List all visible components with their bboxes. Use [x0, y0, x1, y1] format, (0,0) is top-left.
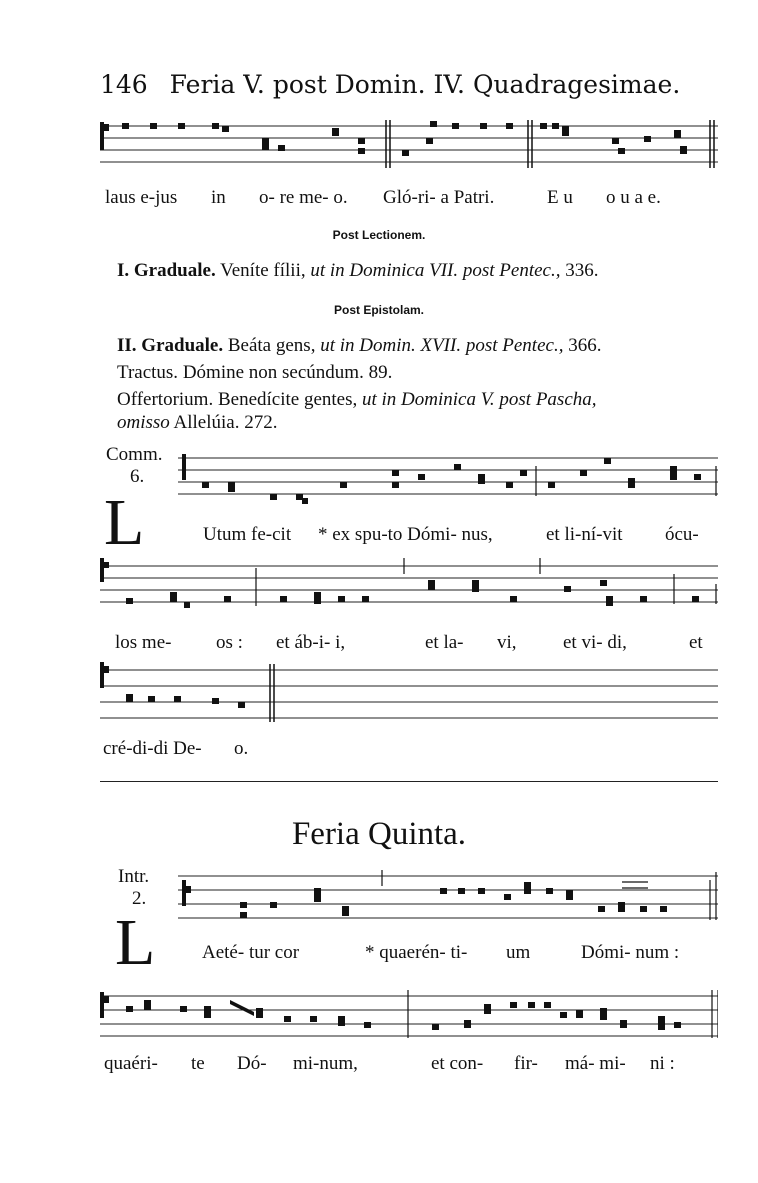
- communio-syllable: et la-: [425, 632, 464, 653]
- tractus-label: Tractus.: [117, 362, 179, 383]
- introitus-syllable: fir-: [514, 1053, 538, 1074]
- graduale-1-label: I. Graduale.: [117, 260, 216, 281]
- communio-syllable: os :: [216, 632, 243, 653]
- chant-staff-introitus-2: [100, 986, 718, 1048]
- communio-syllable: los me-: [115, 632, 172, 653]
- chant-staff-introitus-1: [178, 868, 718, 928]
- offertorium-ref: ut in Dominica V. post Pascha,: [362, 389, 597, 410]
- offertorium-line-2: [117, 412, 277, 434]
- page-header-title: Feria V. post Domin. IV. Quadragesimae.: [169, 70, 681, 99]
- graduale-2-label: II. Graduale.: [117, 335, 224, 356]
- chant1-syllable: o- re me- o.: [259, 187, 348, 208]
- chant-staff-communio-3: [100, 658, 718, 724]
- communio-label: Comm.: [106, 444, 163, 465]
- communio-syllable: vi,: [497, 632, 517, 653]
- introitus-initial: L: [115, 906, 156, 979]
- graduale-1-page: 336.: [565, 260, 599, 281]
- graduale-2-page: 366.: [568, 335, 602, 356]
- introitus-syllable: mi-num,: [293, 1053, 358, 1074]
- communio-initial: L: [104, 486, 145, 559]
- offertorium-text2: Allelúia.: [173, 412, 240, 433]
- graduale-1-text: Veníte fílii,: [220, 260, 306, 281]
- chant1-syllable: o u a e.: [606, 187, 661, 208]
- communio-mode: 6.: [130, 466, 145, 487]
- introitus-mode: 2.: [132, 888, 147, 909]
- offertorium-label: Offertorium.: [117, 389, 214, 410]
- communio-syllable: * ex spu-to Dómi- nus,: [318, 524, 493, 545]
- communio-syllable: cré-di-di De-: [103, 738, 202, 759]
- offertorium-text: Benedícite gentes,: [217, 389, 358, 410]
- introitus-label: Intr.: [118, 866, 150, 887]
- graduale-2-ref: ut in Domin. XVII. post Pentec.,: [320, 335, 564, 356]
- tractus-line: [117, 362, 392, 384]
- communio-syllable: et áb-i- i,: [276, 632, 346, 653]
- communio-syllable: ócu-: [665, 524, 699, 545]
- page-number: 146: [100, 70, 148, 99]
- chant1-syllable: Gló-ri- a Patri.: [383, 187, 495, 208]
- chant1-syllable: in: [211, 187, 226, 208]
- offertorium-line: [117, 389, 597, 411]
- graduale-2-line: [117, 335, 601, 357]
- section-title: Feria Quinta.: [291, 816, 467, 852]
- communio-syllable: et li-ní-vit: [546, 524, 623, 545]
- introitus-syllable: má- mi-: [565, 1053, 626, 1074]
- introitus-syllable: Dómi- num :: [581, 942, 680, 963]
- introitus-syllable: Aeté- tur cor: [202, 942, 300, 963]
- introitus-syllable: * quaerén- ti-: [365, 942, 468, 963]
- offertorium-page: 272.: [244, 412, 278, 433]
- rubric-post-lectionem: Post Lectionem.: [332, 228, 426, 242]
- chant-staff-communio-1: [178, 452, 718, 506]
- graduale-1-ref: ut in Dominica VII. post Pentec.,: [310, 260, 561, 281]
- introitus-syllable: ni :: [650, 1053, 675, 1074]
- section-divider: [100, 781, 718, 782]
- introitus-syllable: te: [191, 1053, 205, 1074]
- communio-syllable: et: [689, 632, 703, 653]
- communio-syllable: o.: [234, 738, 249, 759]
- tractus-page: 89.: [368, 362, 393, 383]
- introitus-syllable: Dó-: [237, 1053, 267, 1074]
- chant1-syllable: E u: [547, 187, 573, 208]
- communio-syllable: et vi- di,: [563, 632, 627, 653]
- running-head: [100, 70, 680, 99]
- rubric-post-epistolam: Post Epistolam.: [333, 303, 425, 317]
- chant1-syllable: laus e-jus: [105, 187, 178, 208]
- chant-staff-communio-2: [100, 556, 718, 618]
- communio-syllable: Utum fe-cit: [203, 524, 292, 545]
- chant-staff-1: [100, 118, 718, 174]
- introitus-syllable: quaéri-: [104, 1053, 158, 1074]
- graduale-1-line: [117, 260, 598, 282]
- introitus-syllable: et con-: [431, 1053, 484, 1074]
- introitus-syllable: um: [506, 942, 531, 963]
- graduale-2-text: Beáta gens,: [227, 335, 316, 356]
- offertorium-ref2: omisso: [117, 412, 170, 433]
- tractus-text: Dómine non secúndum.: [182, 362, 364, 383]
